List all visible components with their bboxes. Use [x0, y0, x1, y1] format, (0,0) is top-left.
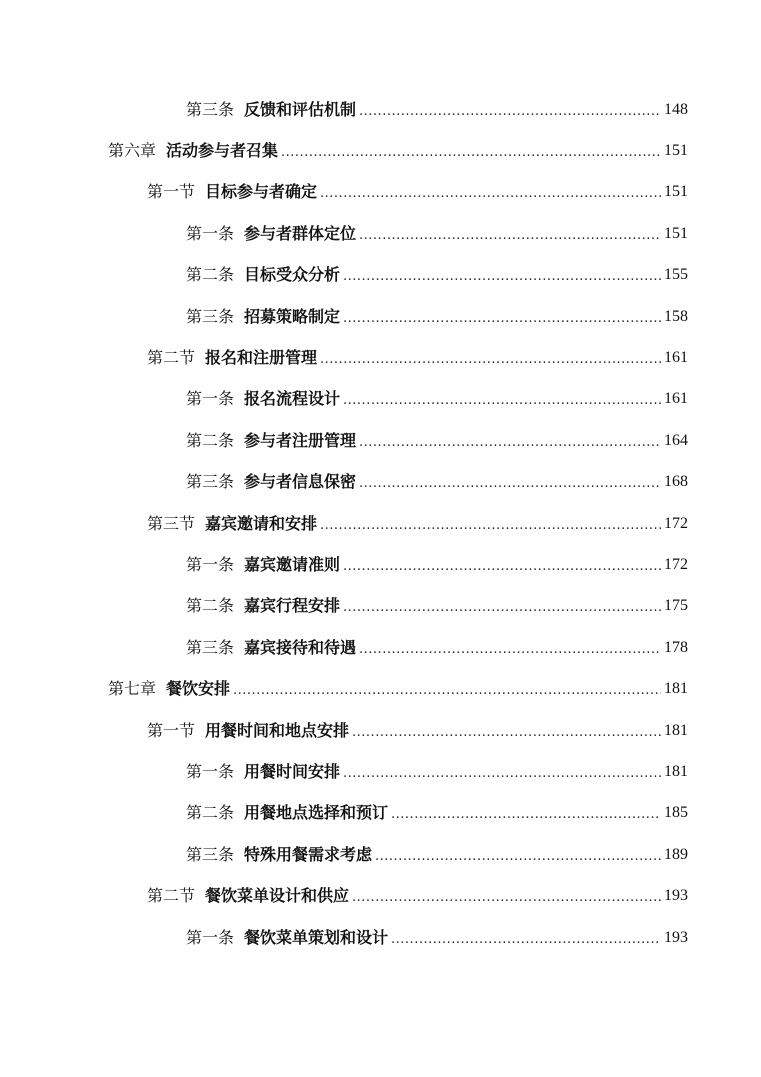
toc-entry-title: 嘉宾接待和待遇 [244, 637, 357, 657]
dot-leader [320, 184, 661, 204]
toc-entry[interactable] [0, 627, 761, 668]
toc-entry-title: 活动参与者召集 [166, 141, 279, 161]
toc-entry-title: 参与者注册管理 [244, 430, 357, 450]
toc-entry-title: 餐饮安排 [166, 679, 231, 699]
toc-entry-number: 第二条 [186, 430, 235, 450]
toc-entry[interactable] [0, 503, 761, 544]
toc-entry-number: 第二条 [186, 803, 235, 823]
toc-entry-page-number: 158 [664, 307, 688, 325]
toc-entry-title: 餐饮菜单策划和设计 [244, 927, 389, 947]
toc-entry-number: 第六章 [108, 141, 157, 161]
toc-entry-number: 第三条 [186, 306, 235, 326]
toc-entry[interactable] [0, 586, 761, 627]
toc-entry-page-number: 193 [664, 887, 688, 905]
toc-entry[interactable] [0, 89, 761, 130]
dot-leader [343, 557, 661, 577]
toc-entry-title: 用餐时间安排 [244, 761, 341, 781]
toc-entry-number: 第三条 [186, 99, 235, 119]
toc-entry[interactable] [0, 834, 761, 875]
dot-leader [359, 226, 661, 246]
toc-entry-number: 第一条 [186, 761, 235, 781]
toc-entry-page-number: 161 [664, 349, 688, 367]
toc-entry[interactable] [0, 420, 761, 461]
dot-leader [375, 847, 661, 867]
dot-leader [281, 143, 661, 163]
toc-entry-number: 第七章 [108, 679, 157, 699]
toc-entry-number: 第二节 [147, 886, 196, 906]
toc-entry-page-number: 181 [664, 680, 688, 698]
toc-entry-page-number: 181 [664, 721, 688, 739]
toc-entry-number: 第二节 [147, 348, 196, 368]
toc-entry-page-number: 164 [664, 431, 688, 449]
toc-entry-page-number: 181 [664, 762, 688, 780]
dot-leader [233, 681, 661, 701]
toc-entry-title: 参与者群体定位 [244, 223, 357, 243]
toc-entry-page-number: 155 [664, 266, 688, 284]
dot-leader [391, 805, 661, 825]
toc-entry-page-number: 151 [664, 224, 688, 242]
toc-entry[interactable] [0, 710, 761, 751]
dot-leader [343, 391, 661, 411]
toc-entry-title: 用餐时间和地点安排 [205, 720, 350, 740]
toc-entry-title: 招募策略制定 [244, 306, 341, 326]
toc-entry-title: 餐饮菜单设计和供应 [205, 886, 350, 906]
dot-leader [343, 598, 661, 618]
dot-leader [320, 516, 661, 536]
toc-entry[interactable] [0, 751, 761, 792]
dot-leader [352, 888, 661, 908]
toc-entry[interactable] [0, 462, 761, 503]
toc-entry-number: 第二条 [186, 596, 235, 616]
toc-entry[interactable] [0, 296, 761, 337]
toc-entry-title: 报名流程设计 [244, 389, 341, 409]
toc-entry[interactable] [0, 172, 761, 213]
dot-leader [320, 350, 661, 370]
toc-entry[interactable] [0, 917, 761, 958]
toc-entry[interactable] [0, 668, 761, 709]
dot-leader [391, 930, 661, 950]
toc-entry-page-number: 161 [664, 390, 688, 408]
toc-entry[interactable] [0, 255, 761, 296]
toc-entry-title: 用餐地点选择和预订 [244, 803, 389, 823]
toc-entry-page-number: 172 [664, 555, 688, 573]
toc-entry-title: 目标参与者确定 [205, 182, 318, 202]
toc-entry-title: 目标受众分析 [244, 265, 341, 285]
dot-leader [359, 102, 661, 122]
toc-entry[interactable] [0, 793, 761, 834]
toc-entry-title: 嘉宾行程安排 [244, 596, 341, 616]
toc-entry-page-number: 193 [664, 928, 688, 946]
toc-entry-page-number: 185 [664, 804, 688, 822]
toc-entry-title: 嘉宾邀请和安排 [205, 513, 318, 533]
dot-leader [343, 267, 661, 287]
toc-entry-title: 特殊用餐需求考虑 [244, 844, 373, 864]
dot-leader [359, 640, 661, 660]
toc-entry-number: 第一条 [186, 927, 235, 947]
toc-entry-page-number: 189 [664, 845, 688, 863]
dot-leader [343, 309, 661, 329]
toc-entry-number: 第三条 [186, 844, 235, 864]
dot-leader [359, 474, 661, 494]
toc-entry-page-number: 178 [664, 638, 688, 656]
toc-entry-number: 第二条 [186, 265, 235, 285]
toc-entry-title: 反馈和评估机制 [244, 99, 357, 119]
toc-entry-number: 第一节 [147, 182, 196, 202]
toc-entry-number: 第一条 [186, 223, 235, 243]
toc-entry[interactable] [0, 213, 761, 254]
toc-entry[interactable] [0, 544, 761, 585]
dot-leader [352, 723, 661, 743]
toc-entry-page-number: 175 [664, 597, 688, 615]
toc-entry[interactable] [0, 379, 761, 420]
toc-entry-number: 第一条 [186, 554, 235, 574]
toc-entry[interactable] [0, 875, 761, 916]
toc-entry-page-number: 148 [664, 100, 688, 118]
toc-entry-title: 嘉宾邀请准则 [244, 554, 341, 574]
toc-entry-number: 第一节 [147, 720, 196, 740]
table-of-contents [0, 89, 761, 958]
toc-entry[interactable] [0, 337, 761, 378]
dot-leader [343, 764, 661, 784]
toc-entry-title: 参与者信息保密 [244, 472, 357, 492]
toc-entry-number: 第三条 [186, 637, 235, 657]
toc-entry-title: 报名和注册管理 [205, 348, 318, 368]
toc-entry[interactable] [0, 130, 761, 171]
toc-entry-page-number: 151 [664, 142, 688, 160]
toc-entry-number: 第三条 [186, 472, 235, 492]
toc-entry-number: 第三节 [147, 513, 196, 533]
toc-entry-page-number: 172 [664, 514, 688, 532]
dot-leader [359, 433, 661, 453]
toc-entry-number: 第一条 [186, 389, 235, 409]
toc-entry-page-number: 168 [664, 473, 688, 491]
toc-entry-page-number: 151 [664, 183, 688, 201]
